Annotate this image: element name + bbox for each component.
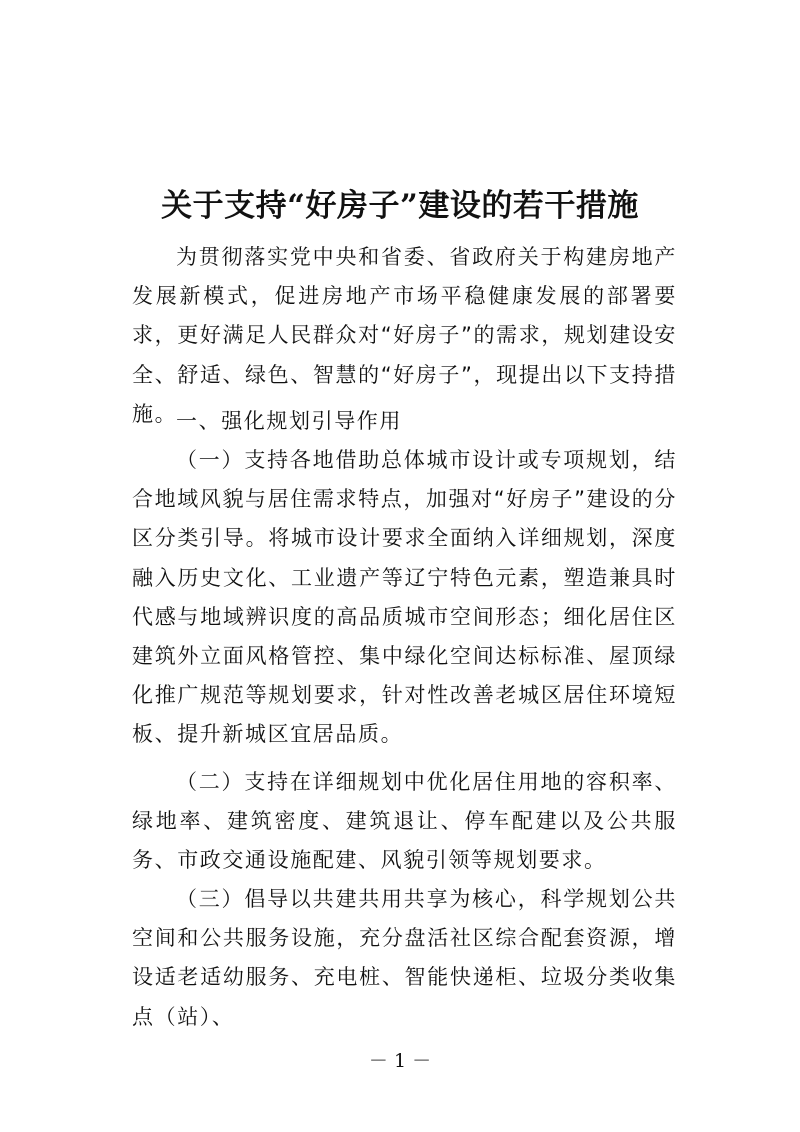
measure-item-1: （一）支持各地借助总体城市设计或专项规划，结合地域风貌与居住需求特点，加强对“好房子”建设的分区分类引导。将城市设计要求全面纳入详细规划，深度融入历史文化、工业遗产等辽宁特色元素，塑造兼具时代感与地域辨识度的高品质城市空间形态；细化居住区建筑外立面风格管控、集中绿化空间达标标准、屋顶绿化推广规范等规划要求，针对性改善老城区居住环境短板、提升新城区宜居品质。 [132,448,677,747]
intro-paragraph: 为贯彻落实党中央和省委、省政府关于构建房地产发展新模式，促进房地产市场平稳健康发展的部署要求，更好满足人民群众对“好房子”的需求，规划建设安全、舒适、绿色、智慧的“好房子”，现提出以下支持措施。 [132,245,677,426]
document-title: 关于支持“好房子”建设的若干措施 [161,187,639,224]
measure-item-2: （二）支持在详细规划中优化居住用地的容积率、绿地率、建筑密度、建筑退让、停车配建以及公共服务、市政交通设施配建、风貌引领等规划要求。 [132,770,677,873]
measure-item-3: （三）倡导以共建共用共享为核心，科学规划公共空间和公共服务设施，充分盘活社区综合配套资源，增设适老适幼服务、充电桩、智能快递柜、垃圾分类收集点（站）、 [132,887,677,1029]
page-number: － 1 － [368,1050,432,1072]
section-heading: 一、强化规划引导作用 [176,409,402,433]
